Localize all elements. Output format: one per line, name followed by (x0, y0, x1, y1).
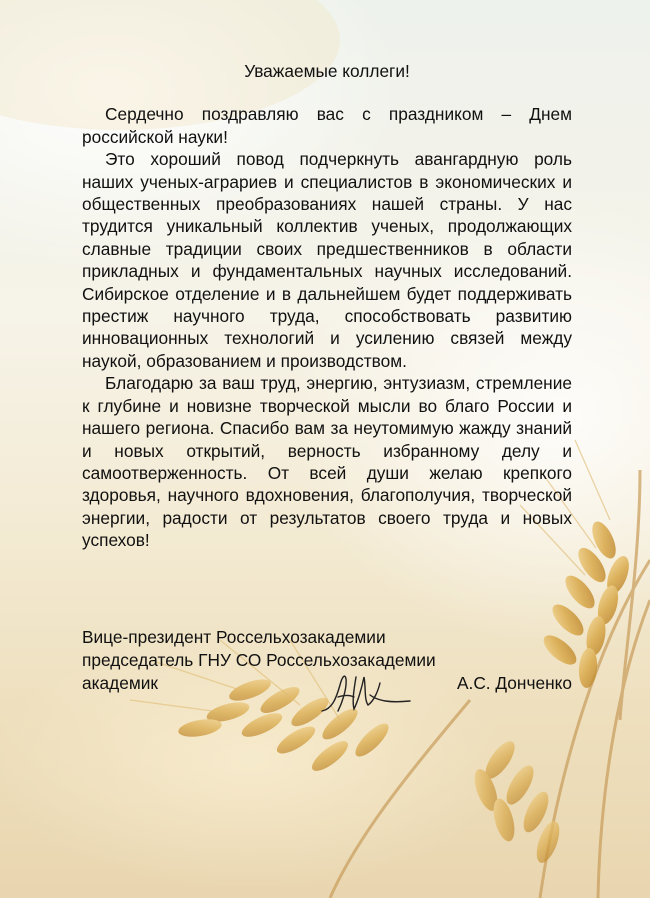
letter-body (82, 60, 572, 552)
paragraph-3: Благодарю за ваш труд, энергию, энтузиазм, стремление к глубине и новизне творческой мысли во благо России и нашего региона. Спасибо вам за неутомимую жажду знаний и новых открытий, верность избранному делу и самоотверженность. От всей души желаю крепкого здоровья, научного вдохновения, благополучия, творческой энергии, радости от результатов своего труда и новых успехов! (82, 373, 572, 551)
signer-name: А.С. Донченко (457, 673, 572, 693)
signer-position-1: Вице-президент Россельхозакадемии (82, 627, 386, 647)
greeting: Уважаемые коллеги! (244, 61, 410, 81)
signer-position-2: председатель ГНУ СО Россельхозакадемии (82, 650, 436, 670)
paragraph-1: Сердечно поздравляю вас с праздником – Днем российской науки! (82, 104, 572, 147)
paragraph-2: Это хороший повод подчеркнуть авангардную роль наших ученых-аграриев и специалистов в экономических и общественных преобразованиях нашей страны. У нас трудится уникальный коллектив ученых, продолжающих славные традиции своих предшественников в области прикладных и фундаментальных научных исследований. Сибирское отделение и в дальнейшем будет поддерживать престиж научного труда, способствовать развитию инновационных технологий и усилению связей между наукой, образованием и производством. (82, 149, 572, 371)
signer-title: академик (82, 673, 158, 693)
handwritten-signature (318, 665, 413, 720)
